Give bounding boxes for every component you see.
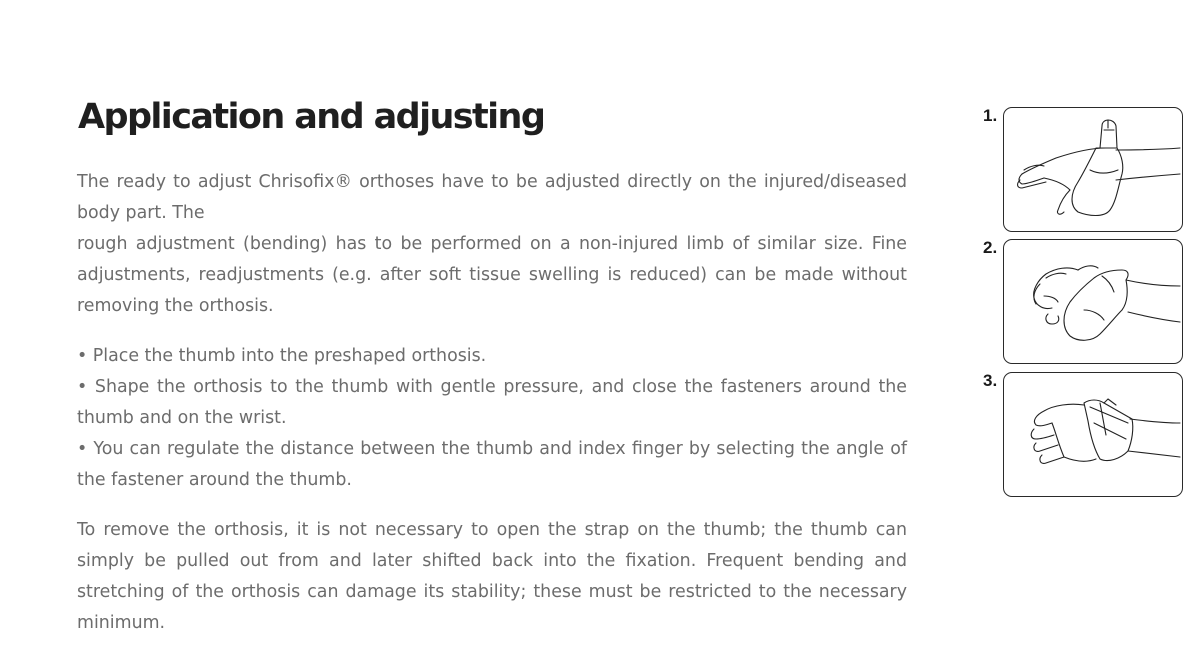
bullet-item: • Place the thumb into the preshaped orthosis. (77, 346, 487, 366)
bullet-item: • Shape the orthosis to the thumb with gentle pressure, and close the fasteners around the thumb and on the wrist. (77, 377, 907, 428)
orthosis-shaped-around-thumb-illustration (1003, 239, 1183, 364)
step-number: 1. (983, 106, 998, 125)
step-1 (978, 106, 1188, 234)
step-2 (978, 238, 1188, 366)
removal-paragraph: To remove the orthosis, it is not necessary to open the strap on the thumb; the thumb can simply be pulled out from and later shifted back into the fixation. Frequent bending and stretching of the orthosis can damage its stability; these must be restricted to the necessary minimum. (77, 520, 907, 633)
step-3 (978, 371, 1188, 499)
hand-placing-thumb-into-orthosis-illustration (1003, 107, 1183, 232)
intro-paragraph-line2: rough adjustment (bending) has to be performed on a non-injured limb of similar size. Fine adjustments, readjustments (e.g. after soft tissue swelling is reduced) can be made without removing the orthosis. (77, 234, 907, 316)
step-number: 3. (983, 371, 998, 390)
step-number: 2. (983, 238, 998, 257)
intro-paragraph-line1: The ready to adjust Chrisofix® orthoses have to be adjusted directly on the injured/diseased body part. The (77, 172, 907, 223)
bullet-item: • You can regulate the distance between the thumb and index finger by selecting the angle of the fastener around the thumb. (77, 439, 907, 490)
orthosis-fastened-on-wrist-illustration (1003, 372, 1183, 497)
instructions-text (77, 167, 907, 639)
page-title: Application and adjusting (78, 97, 545, 137)
